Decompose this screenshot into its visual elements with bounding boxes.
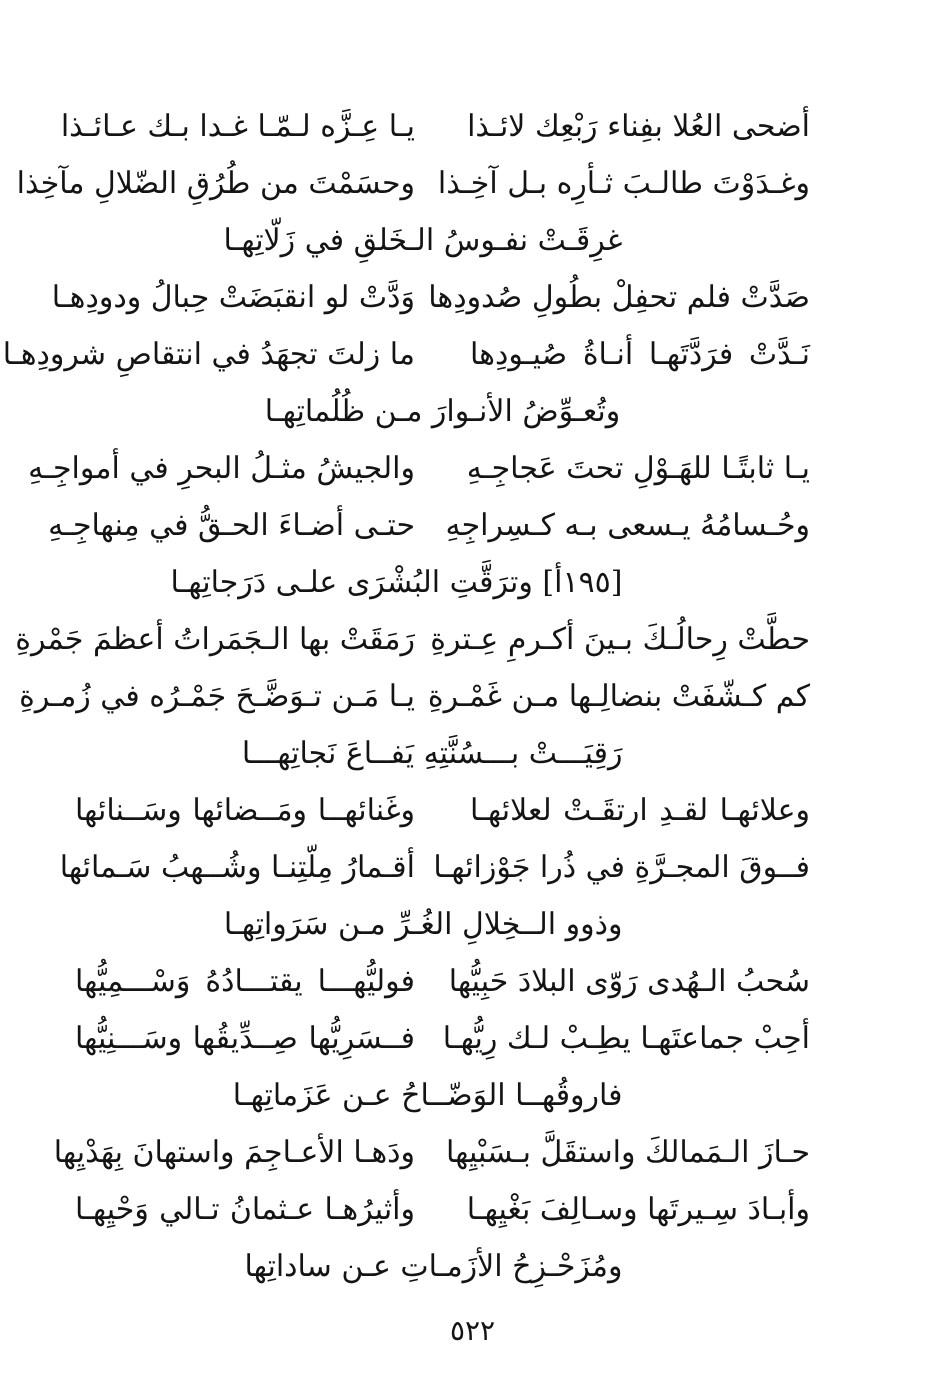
refrain-line	[75, 725, 810, 782]
refrain-text: [١٩٥أ] وترَقَّتِ البُشْرَى علـى دَرَجاتِهـا	[170, 564, 623, 600]
hemistich-right: حـازَ الـمَمالكَ واستقَلَّ بـسَبْيِها	[446, 1134, 810, 1170]
refrain-text: وذوو الــخِلالِ الغُـرِّ مـن سَرَواتِهـا	[223, 906, 623, 942]
hemistich-right: وحُـسامُهُ يـسعى بـه كـسِراجِهِ	[445, 507, 810, 543]
refrain-text: فاروقُهــا الوَضّــاحُ عـن عَزَماتِهـا	[232, 1077, 623, 1113]
hemistich-right: وعلائهـا لقـدِ ارتقَـتْ لعلائهـا	[470, 792, 810, 828]
refrain-text: غرِقَـتْ نفـوسُ الـخَلقِ في زَلّاتِهـا	[223, 222, 623, 258]
hemistich-left: فوليُّهـــا يقتـــادُهُ وَسْـــمِيُّها	[75, 963, 415, 999]
poem-body	[2, 98, 810, 1295]
hemistich-left: ودَهـا الأعـاجِمَ واستهانَ بِهَدْيِها	[53, 1134, 415, 1170]
hemistich-left: وأثيرُهـا عـثمانُ تـالي وَحْيِهـا	[75, 1191, 415, 1227]
hemistich-right: أحِبْ جماعتَهـا يطِـبْ لـك رِيُّهـا	[442, 1020, 810, 1056]
hemistich-right: حطَّتْ رِحالُـكَ بـينَ أكـرمِ عِـترةِ	[430, 621, 810, 657]
verse-line	[19, 668, 810, 725]
hemistich-left: يـا مَـن تـوَضَّـحَ جَمْـرُه في زُمـرةِ	[19, 678, 415, 714]
refrain-line	[75, 1067, 810, 1124]
verse-line	[48, 497, 810, 554]
hemistich-left: والجيشُ مثـلُ البحرِ في أمواجِـهِ	[28, 450, 415, 486]
verse-line	[51, 269, 810, 326]
refrain-text: ومُزَحْـزِحُ الأزَمـاتِ عـن ساداتِها	[244, 1248, 623, 1284]
verse-line	[15, 611, 810, 668]
hemistich-right: وغـدَوْتَ طالـبَ ثـأرِه بـل آخِـذا	[437, 165, 810, 201]
hemistich-right: كم كـشّفَتْ بنضالِـها مـن غَمْـرةِ	[427, 678, 810, 714]
verse-line	[28, 440, 810, 497]
refrain-line	[75, 212, 810, 269]
hemistich-left: وغَنائهــا ومَــضائها وسَــنائها	[75, 792, 415, 828]
refrain-text: رَقِيَـــتْ بـــسُنَّتِهِ يَفــاعَ نَجاتِهـــا	[241, 735, 623, 771]
hemistich-right: سُحبُ الـهُدى رَوّى البلادَ حَبِيُّها	[448, 963, 810, 999]
verse-line	[75, 1181, 810, 1238]
verse-line	[60, 98, 810, 155]
hemistich-left: ما زلتَ تجهَدُ في انتقاصِ شرودِهـا	[2, 336, 415, 372]
hemistich-left: وحسَمْتَ من طُرُقِ الضّلالِ مآخِذا	[16, 165, 415, 201]
hemistich-right: فــوقَ المجـرَّةِ في ذُرا جَوْزائهـا	[433, 849, 810, 885]
verse-line	[2, 326, 810, 383]
verse-line	[75, 1010, 810, 1067]
refrain-line	[75, 896, 810, 953]
refrain-line	[75, 554, 810, 611]
page-number: ٥٢٢	[449, 1314, 496, 1347]
refrain-text: وتُعـوِّضُ الأنـوارَ مـن ظُلُماتِهـا	[264, 393, 621, 429]
hemistich-right: نَـدَّتْ فرَدَّتَهـا أنـاةُ صُيـودِها	[470, 336, 810, 372]
hemistich-left: يـا عِـزَّه لـمّـا غـدا بـك عـائـذا	[60, 108, 415, 144]
hemistich-right: يـا ثابتًـا للهَـوْلِ تحتَ عَجاجِـهِ	[466, 450, 810, 486]
verse-line	[16, 155, 810, 212]
verse-line	[75, 782, 810, 839]
hemistich-left: حتـى أضـاءَ الحـقُّ في مِنهاجِـهِ	[48, 507, 415, 543]
refrain-line	[75, 1238, 810, 1295]
refrain-line	[75, 383, 810, 440]
verse-line	[59, 839, 810, 896]
hemistich-left: رَمَقَتْ بها الـجَمَراتُ أعظمَ جَمْرةِ	[15, 621, 415, 657]
hemistich-right: وأبـادَ سِـيرتَها وسـالِفَ بَغْيِهـا	[466, 1191, 810, 1227]
verse-line	[75, 953, 810, 1010]
hemistich-right: صَدَّتْ فلم تحفِلْ بطُولِ صُدودِها	[428, 279, 810, 315]
hemistich-left: فــسَرِيُّها صِــدِّيقُها وسَـــنِيُّها	[75, 1020, 415, 1056]
verse-line	[53, 1124, 810, 1181]
hemistich-right: أضحى العُلا بفِناء رَبْعِك لائـذا	[467, 108, 810, 144]
hemistich-left: أقـمارُ مِلّتِنـا وشُــهبُ سَـمائها	[59, 849, 415, 885]
hemistich-left: وَدَّتْ لو انقبَضَتْ حِبالُ ودودِهـا	[51, 279, 415, 315]
